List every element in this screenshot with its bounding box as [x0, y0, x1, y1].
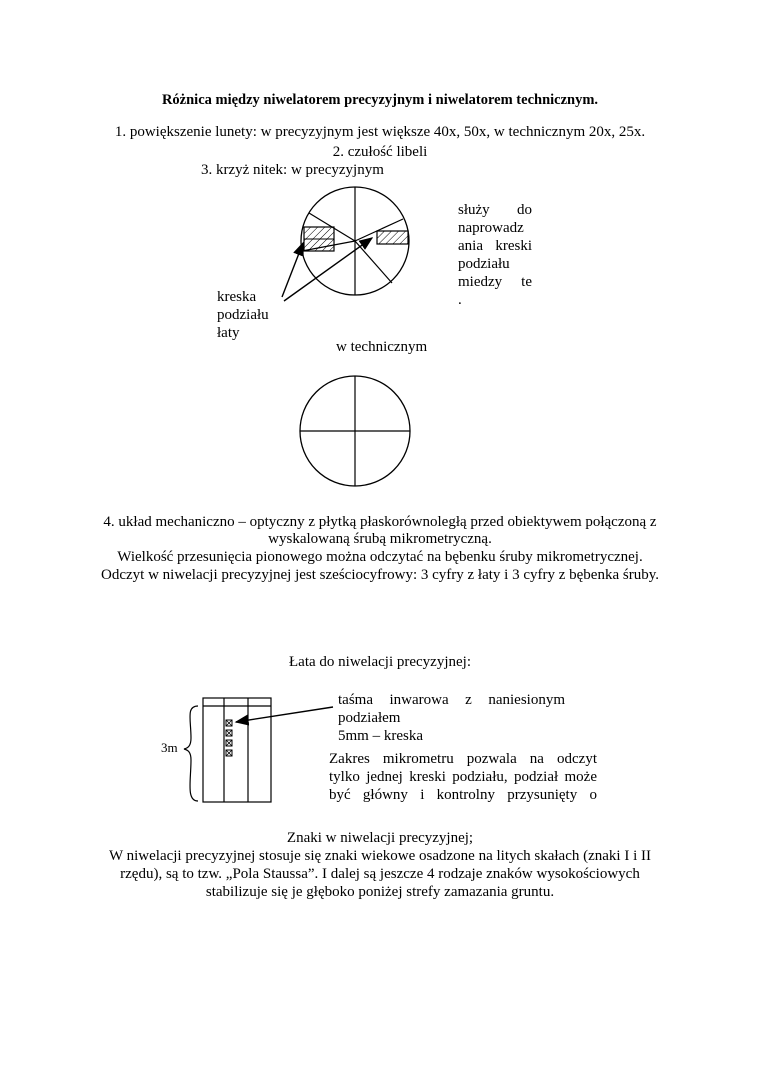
precise-note-line: miedzy te — [458, 274, 532, 290]
staff-range-line: być główny i kontrolny przysunięty o — [329, 787, 597, 803]
precise-note — [458, 201, 532, 308]
precise-note-line: ania kreski — [458, 238, 532, 254]
precise-wedge-right-lower — [355, 241, 392, 283]
precise-note-line: podziału — [458, 256, 510, 272]
page-title: Różnica między niwelatorem precyzyjnym i niwelatorem technicznym. — [161, 92, 599, 108]
staff-tick-2 — [226, 730, 232, 736]
staff-height-brace — [184, 706, 198, 801]
precise-label-line: kreska — [217, 289, 257, 305]
staff-body — [203, 698, 271, 802]
levelling-staff-diagram — [184, 698, 333, 802]
precise-arrow-right — [284, 238, 372, 301]
precise-note-line: . — [458, 292, 462, 308]
point-4-line: Wielkość przesunięcia pionowego można odczytać na bębenku śruby mikrometrycznej. — [117, 549, 643, 565]
staff-tape-line: podziałem — [338, 710, 401, 726]
staff-heading: Łata do niwelacji precyzyjnej: — [289, 654, 471, 670]
staff-tape-line: taśma inwarowa z naniesionym — [338, 692, 565, 708]
staff-tick-1 — [226, 720, 232, 726]
marks-line: W niwelacji precyzyjnej stosuje się znaki wiekowe osadzone na litych skałach (znaki I i II — [108, 848, 652, 864]
point-3: 3. krzyż nitek: w precyzyjnym — [201, 162, 384, 178]
point-1: 1. powiększenie lunety: w precyzyjnym jest większe 40x, 50x, w technicznym 20x, 25x. — [114, 124, 646, 140]
point-2: 2. czułość libeli — [332, 144, 428, 160]
staff-range-line: Zakres mikrometru pozwala na odczyt — [329, 751, 597, 767]
staff-tick-3 — [226, 740, 232, 746]
precise-crosshair-diagram — [282, 187, 409, 301]
point-4-line: wyskalowaną śrubą mikrometryczną. — [268, 531, 492, 547]
staff-range-line: tylko jednej kreski podziału, podział może — [329, 769, 597, 785]
marks-heading: Znaki w niwelacji precyzyjnej; — [286, 830, 474, 846]
precise-wedge-left-lower — [302, 241, 355, 251]
staff-arrow — [236, 707, 333, 722]
staff-tape-note — [338, 691, 565, 745]
marks-line: rzędu), są to tzw. „Pola Staussa”. I dalej są jeszcze 4 rodzaje znaków wysokościowych — [120, 866, 640, 882]
precise-wedge-left-upper — [309, 213, 355, 241]
technical-label: w technicznym — [336, 339, 428, 355]
precise-hatched-left — [304, 227, 334, 251]
point-4-line: 4. układ mechaniczno – optyczny z płytką płaskorównoległą przed obiektywem połączoną z — [103, 514, 657, 530]
technical-reticle-circle — [300, 376, 410, 486]
precise-reticle-circle — [301, 187, 409, 295]
precise-label-line: łaty — [217, 325, 240, 341]
precise-note-line: naprowadz — [458, 220, 524, 236]
precise-label — [217, 288, 287, 341]
point-4-line: Odczyt w niwelacji precyzyjnej jest sześciocyfrowy: 3 cyfry z łaty i 3 cyfry z bębenka śruby. — [101, 567, 659, 583]
staff-range-note — [329, 750, 597, 804]
technical-crosshair-diagram — [300, 376, 410, 486]
staff-tick-4 — [226, 750, 232, 756]
staff-height-label: 3m — [161, 740, 178, 755]
staff-tape-line: 5mm – kreska — [338, 728, 423, 744]
precise-note-line: służy do — [458, 202, 532, 218]
precise-wedge-right-upper — [355, 219, 403, 241]
precise-hatched-right — [377, 231, 408, 244]
marks-line: stabilizuje się je głęboko poniżej strefy zamazania gruntu. — [205, 884, 555, 900]
precise-label-line: podziału — [217, 307, 269, 323]
